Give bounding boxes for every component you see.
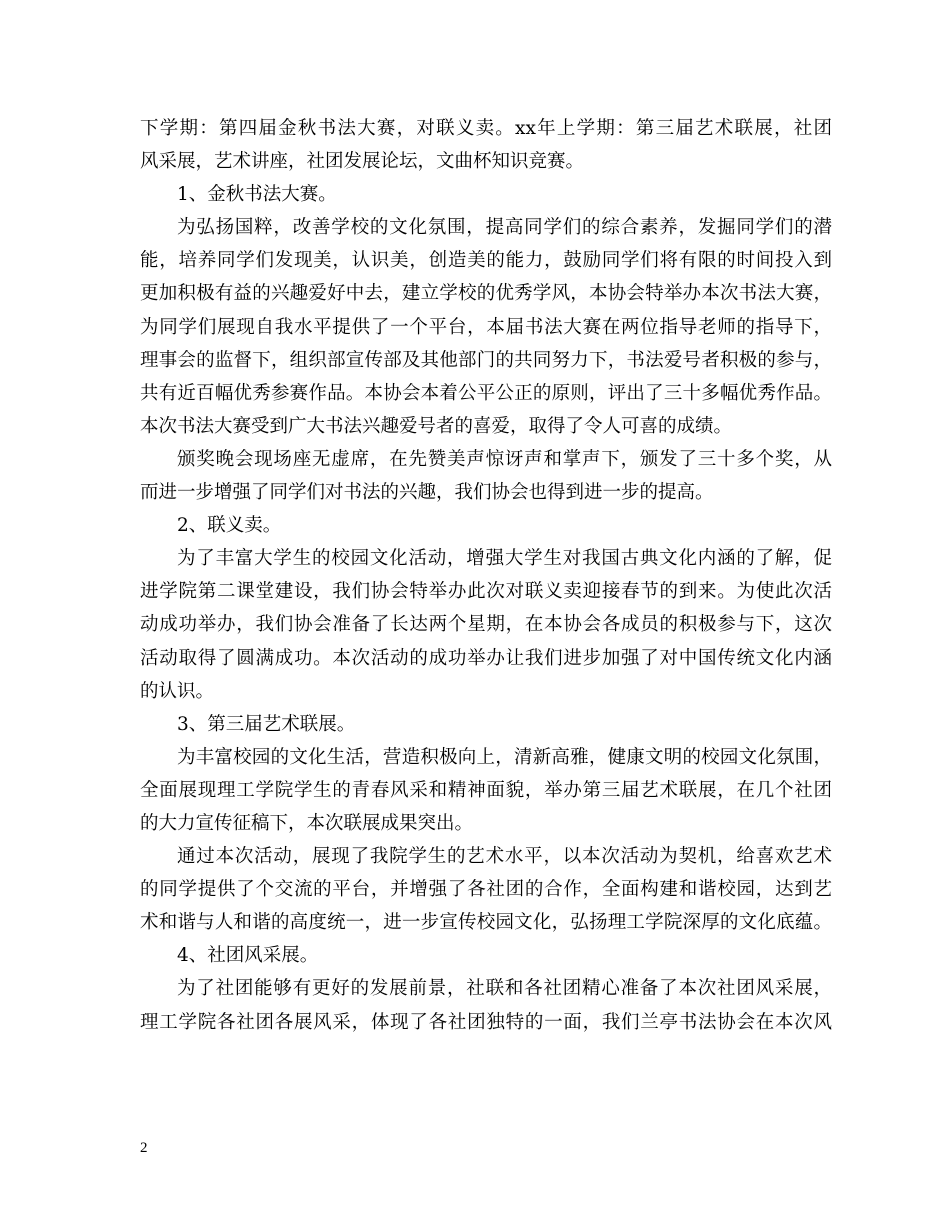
text-line: 的同学提供了个交流的平台，并增强了各社团的合作，全面构建和谐校园，达到艺 <box>140 879 832 901</box>
text-line: 而进一步增强了同学们对书法的兴趣，我们协会也得到进一步的提高。 <box>140 482 714 504</box>
section-heading: 2、联义卖。 <box>177 515 282 537</box>
text-line: 理工学院各社团各展风采，体现了各社团独特的一面，我们兰亭书法协会在本次风 <box>140 1011 832 1033</box>
text-line: 理事会的监督下，组织部宣传部及其他部门的共同努力下，书法爱号者积极的参与， <box>140 349 832 371</box>
text-line: 的认识。 <box>140 680 215 702</box>
text-line: 活动取得了圆满成功。本次活动的成功举办让我们进步加强了对中国传统文化内涵 <box>140 647 832 669</box>
text-line: 的大力宣传征稿下，本次联展成果突出。 <box>140 812 474 834</box>
text-line: 能，培养同学们发现美，认识美，创造美的能力，鼓励同学们将有限的时间投入到 <box>140 250 832 272</box>
text-line: 共有近百幅优秀参赛作品。本协会本着公平公正的原则，评出了三十多幅优秀作品。 <box>140 382 832 404</box>
document-body <box>140 112 832 1039</box>
text-line: 通过本次活动，展现了我院学生的艺术水平，以本次活动为契机，给喜欢艺术 <box>177 846 832 868</box>
text-line: 下学期：第四届金秋书法大赛，对联义卖。xx年上学期：第三届艺术联展，社团 <box>140 118 832 139</box>
section-heading: 3、第三届艺术联展。 <box>177 713 356 735</box>
section-heading: 4、社团风采展。 <box>177 945 319 967</box>
text-line: 为了丰富大学生的校园文化活动，增强大学生对我国古典文化内涵的了解，促 <box>177 548 832 570</box>
text-line: 颁奖晚会现场座无虚席，在先赞美声惊讶声和掌声下，颁发了三十多个奖，从 <box>177 448 832 470</box>
text-line: 为同学们展现自我水平提供了一个平台，本届书法大赛在两位指导老师的指导下， <box>140 316 832 338</box>
text-line: 为了社团能够有更好的发展前景，社联和各社团精心准备了本次社团风采展， <box>177 978 832 1000</box>
text-line: 进学院第二课堂建设，我们协会特举办此次对联义卖迎接春节的到来。为使此次活 <box>140 581 832 603</box>
section-heading: 1、金秋书法大赛。 <box>177 184 337 206</box>
text-line: 本次书法大赛受到广大书法兴趣爱号者的喜爱，取得了令人可喜的成绩。 <box>140 415 733 437</box>
text-line: 为丰富校园的文化生活，营造积极向上，清新高雅，健康文明的校园文化氛围， <box>177 746 832 768</box>
text-line: 动成功举办，我们协会准备了长达两个星期，在本协会各成员的积极参与下，这次 <box>140 614 832 636</box>
text-line: 全面展现理工学院学生的青春风采和精神面貌，举办第三届艺术联展，在几个社团 <box>140 779 832 801</box>
text-line: 更加积极有益的兴趣爱好中去，建立学校的优秀学风，本协会特举办本次书法大赛， <box>140 283 832 305</box>
text-line: 为弘扬国粹，改善学校的文化氛围，提高同学们的综合素养，发掘同学们的潜 <box>177 217 832 239</box>
text-line: 术和谐与人和谐的高度统一，进一步宣传校园文化，弘扬理工学院深厚的文化底蕴。 <box>140 912 832 934</box>
text-line: 风采展，艺术讲座，社团发展论坛，文曲杯知识竞赛。 <box>140 151 585 173</box>
page-number: 2 <box>140 1140 148 1156</box>
